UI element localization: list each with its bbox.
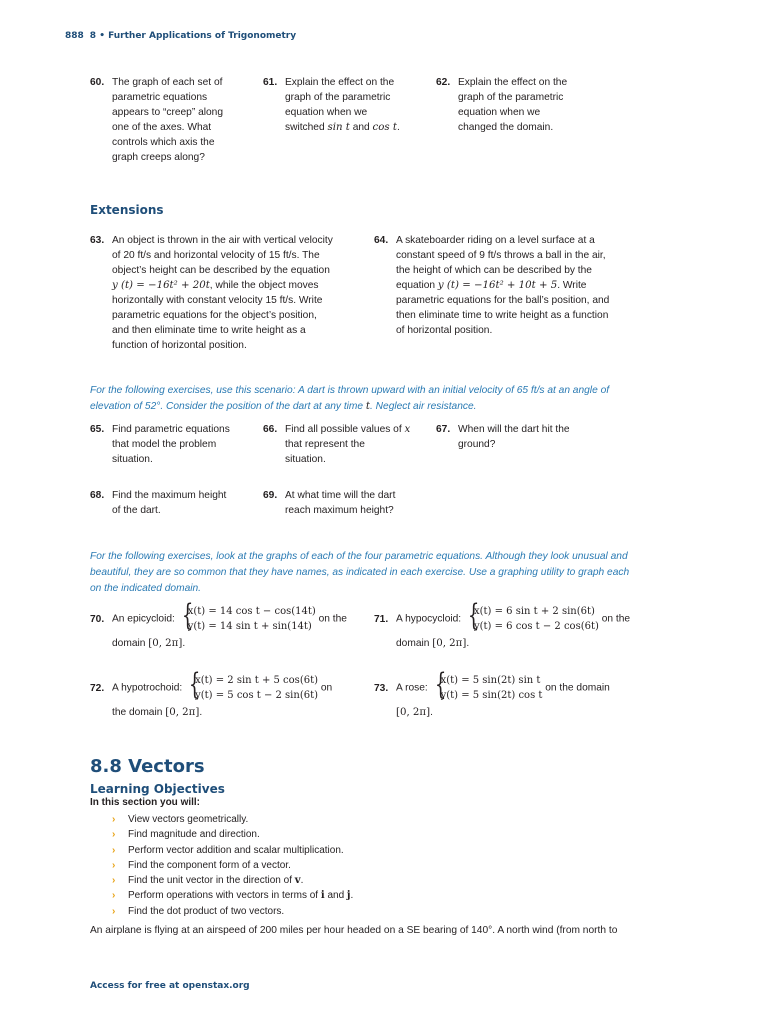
text: . — [396, 122, 400, 133]
domain-line — [112, 705, 332, 720]
math-sin-t: sin t — [327, 122, 350, 133]
math-t: t — [365, 401, 371, 412]
line: equation when we — [285, 107, 368, 118]
exercise-number: 72. — [90, 683, 105, 694]
line: beautiful, they are so common that they have names, as indicated in each exercise. Use a graphing utility to graph each — [90, 567, 630, 578]
objective-text: Perform operations with vectors in terms of — [128, 890, 321, 902]
text: the domain — [112, 707, 166, 718]
line: A skateboarder riding on a level surface at a — [396, 235, 595, 246]
line: Find parametric equations — [112, 424, 230, 435]
chevron-right-icon: › — [112, 859, 116, 871]
vector-i: i — [320, 890, 325, 902]
x-equation: x(t) = 5 sin(2t) sin t — [440, 675, 541, 686]
exercise-number: 69. — [263, 490, 278, 501]
text: Find all possible values of — [285, 424, 405, 435]
curve-name: An epicycloid: — [112, 613, 175, 625]
exercise-number: 70. — [90, 614, 105, 625]
text: on the — [601, 613, 631, 625]
exercise-text — [112, 667, 333, 720]
text: , while the object moves — [209, 280, 319, 291]
list-item — [112, 843, 353, 858]
exercise-64 — [374, 233, 654, 339]
line: function of horizontal position. — [112, 340, 247, 351]
line: An object is thrown in the air with vertical velocity — [112, 235, 333, 246]
chevron-right-icon: › — [112, 890, 116, 902]
running-header — [65, 31, 296, 41]
line: horizontally with constant velocity 15 ft/s. Write — [112, 295, 323, 306]
brace-icon: { — [188, 667, 201, 702]
list-item — [112, 873, 353, 888]
vector-j: j — [346, 890, 351, 902]
domain-line — [112, 636, 347, 651]
exercise-text — [396, 233, 609, 338]
domain-interval: [0, 2π] — [432, 638, 467, 649]
line: Find the maximum height — [112, 490, 227, 501]
height-equation: y (t) = −16t² + 10t + 5 — [437, 280, 558, 291]
curve-name: A hypotrochoid: — [112, 682, 183, 694]
line: parametric equations for the object’s position, — [112, 310, 317, 321]
exercise-60 — [90, 75, 250, 167]
objective-text: Find the unit vector in the direction of — [128, 875, 295, 887]
x-equation: x(t) = 14 cos t − cos(14t) — [187, 606, 316, 617]
chevron-right-icon: › — [112, 875, 116, 887]
exercise-number: 63. — [90, 235, 105, 246]
line: appears to “creep” along — [112, 107, 223, 118]
brace-icon: { — [434, 667, 446, 702]
line: constant speed of 9 ft/s throws a ball in the air, — [396, 250, 606, 261]
equation-system — [185, 667, 319, 703]
exercise-text — [458, 422, 570, 452]
line: graph of the parametric — [458, 92, 564, 103]
math-cos-t: cos t — [372, 122, 397, 133]
exercise-number: 61. — [263, 77, 278, 88]
exercise-text — [458, 75, 567, 135]
line: the height of which can be described by the — [396, 265, 592, 276]
exercise-63 — [90, 233, 365, 355]
brace-icon: { — [181, 598, 193, 633]
exercise-text — [285, 422, 410, 467]
text: . — [182, 638, 186, 649]
math-x: x — [404, 424, 411, 435]
text: . — [430, 707, 433, 718]
equation-system — [431, 667, 543, 703]
line — [90, 399, 700, 415]
line — [112, 278, 333, 293]
y-equation: y(t) = 6 cos t − 2 cos(6t) — [473, 621, 599, 632]
objective-text: Perform vector addition and scalar multiplication. — [128, 844, 344, 856]
exercise-number: 66. — [263, 424, 278, 435]
chevron-right-icon: › — [112, 829, 116, 841]
line: equation when we — [458, 107, 541, 118]
line: then eliminate time to write height as a function — [396, 310, 609, 321]
exercise-73 — [374, 667, 664, 721]
line: graph creeps along? — [112, 152, 205, 163]
text: equation — [396, 280, 438, 291]
y-equation: y(t) = 5 sin(2t) cos t — [440, 690, 543, 701]
curve-name: A hypocycloid: — [396, 613, 462, 625]
exercise-number: 68. — [90, 490, 105, 501]
line: situation. — [285, 454, 326, 465]
line: changed the domain. — [458, 122, 554, 133]
text: . Write — [557, 280, 587, 291]
exercise-number: 73. — [374, 683, 389, 694]
line: that model the problem — [112, 439, 217, 450]
text: and — [324, 890, 347, 902]
exercise-72 — [90, 667, 375, 721]
text: . — [466, 638, 470, 649]
exercise-67 — [436, 422, 606, 454]
exercise-text — [112, 422, 230, 467]
line: controls which axis the — [112, 137, 215, 148]
text: on the — [318, 613, 347, 625]
exercise-text — [396, 598, 631, 651]
objectives-intro: In this section you will: — [90, 797, 201, 808]
chevron-right-icon: › — [112, 905, 116, 917]
list-item — [112, 888, 353, 903]
learning-objectives-heading: Learning Objectives — [90, 782, 225, 796]
text: . — [199, 707, 203, 718]
text: . — [350, 890, 354, 902]
objective-text: Find the dot product of two vectors. — [128, 905, 285, 917]
vector-v: v — [294, 875, 301, 887]
exercise-number: 64. — [374, 235, 389, 246]
list-item — [112, 904, 353, 919]
line: parametric equations — [112, 92, 208, 103]
exercise-text — [112, 598, 347, 651]
text: . — [300, 875, 304, 887]
footer-link[interactable]: Access for free at openstax.org — [90, 981, 250, 991]
exercise-71 — [374, 598, 664, 652]
line: on the indicated domain. — [90, 583, 202, 594]
line: At what time will the dart — [285, 490, 396, 501]
text: domain — [112, 638, 149, 649]
domain-interval: [0, 2π] — [396, 707, 431, 718]
exercise-62 — [436, 75, 606, 137]
exercise-61 — [263, 75, 423, 137]
line: parametric equations for the ball’s position, and — [396, 295, 610, 306]
domain-line — [396, 636, 630, 651]
text: . Neglect air resistance. — [370, 401, 477, 412]
objective-text: View vectors geometrically. — [128, 814, 249, 825]
height-equation: y (t) = −16t² + 20t — [112, 280, 210, 291]
exercise-number: 62. — [436, 77, 451, 88]
line: The graph of each set of — [112, 77, 223, 88]
line: When will the dart hit the — [458, 424, 570, 435]
line: one of the axes. What — [112, 122, 212, 133]
line: object’s height can be described by the equation — [112, 265, 330, 276]
line: of 20 ft/s and horizontal velocity of 15 ft/s. The — [112, 250, 320, 261]
domain-line — [396, 705, 610, 720]
line: graph of the parametric — [285, 92, 391, 103]
exercise-number: 60. — [90, 77, 105, 88]
exercise-text — [112, 233, 333, 353]
objective-text: Find the component form of a vector. — [128, 859, 291, 871]
text: and — [349, 122, 373, 133]
line — [396, 278, 609, 293]
exercise-69 — [263, 488, 433, 520]
line — [285, 422, 410, 437]
line: ground? — [458, 439, 496, 450]
exercise-68 — [90, 488, 250, 520]
exercise-70 — [90, 598, 375, 652]
equation-system — [464, 598, 599, 634]
equation-system — [178, 598, 316, 634]
line: Explain the effect on the — [285, 77, 395, 88]
line: situation. — [112, 454, 153, 465]
exercise-number: 67. — [436, 424, 451, 435]
line: and then eliminate time to write height as a — [112, 325, 306, 336]
line: that represent the — [285, 439, 365, 450]
text: on — [320, 682, 333, 694]
line — [285, 120, 400, 135]
y-equation: y(t) = 5 cos t − 2 sin(6t) — [195, 690, 319, 701]
exercise-66 — [263, 422, 433, 468]
line: reach maximum height? — [285, 505, 394, 516]
graph-instructions — [90, 549, 710, 597]
scenario-instructions — [90, 383, 700, 415]
line: of horizontal position. — [396, 325, 493, 336]
objectives-list — [112, 812, 353, 919]
brace-icon: { — [467, 598, 480, 633]
chevron-right-icon: › — [112, 814, 116, 825]
x-equation: x(t) = 2 sin t + 5 cos(6t) — [195, 675, 318, 686]
exercise-65 — [90, 422, 250, 468]
extensions-heading: Extensions — [90, 203, 164, 217]
line: For the following exercises, use this scenario: A dart is thrown upward with an initial velocity of 65 ft/s at an angle of — [90, 385, 610, 396]
exercise-number: 71. — [374, 614, 389, 625]
list-item — [112, 858, 353, 873]
exercise-text — [396, 667, 610, 720]
curve-name: A rose: — [396, 682, 428, 694]
exercise-text — [285, 75, 400, 135]
domain-interval: [0, 2π] — [165, 707, 200, 718]
line: of the dart. — [112, 505, 161, 516]
text: elevation of 52°. Consider the position of the dart at any time — [90, 401, 366, 412]
chevron-right-icon: › — [112, 844, 116, 856]
exercise-text — [112, 75, 223, 165]
page-number: 888 — [65, 31, 84, 41]
text: domain — [396, 638, 433, 649]
y-equation: y(t) = 14 sin t + sin(14t) — [187, 621, 312, 632]
line: For the following exercises, look at the graphs of each of the four parametric equations. Although they look unusual and — [90, 551, 628, 562]
text: switched — [285, 122, 328, 133]
chapter-title: 8 • Further Applications of Trigonometry — [89, 31, 297, 41]
body-paragraph: An airplane is flying at an airspeed of 200 miles per hour headed on a SE bearing of 140°. A north wind (from north to — [90, 925, 618, 936]
domain-interval: [0, 2π] — [148, 638, 183, 649]
line: Explain the effect on the — [458, 77, 568, 88]
x-equation: x(t) = 6 sin t + 2 sin(6t) — [473, 606, 595, 617]
list-item — [112, 827, 353, 842]
section-title: 8.8 Vectors — [90, 756, 205, 777]
exercise-text — [112, 488, 226, 518]
text: on the domain — [545, 682, 610, 694]
exercise-number: 65. — [90, 424, 105, 435]
objective-text: Find magnitude and direction. — [128, 829, 260, 841]
exercise-text — [285, 488, 395, 518]
list-item — [112, 812, 353, 827]
